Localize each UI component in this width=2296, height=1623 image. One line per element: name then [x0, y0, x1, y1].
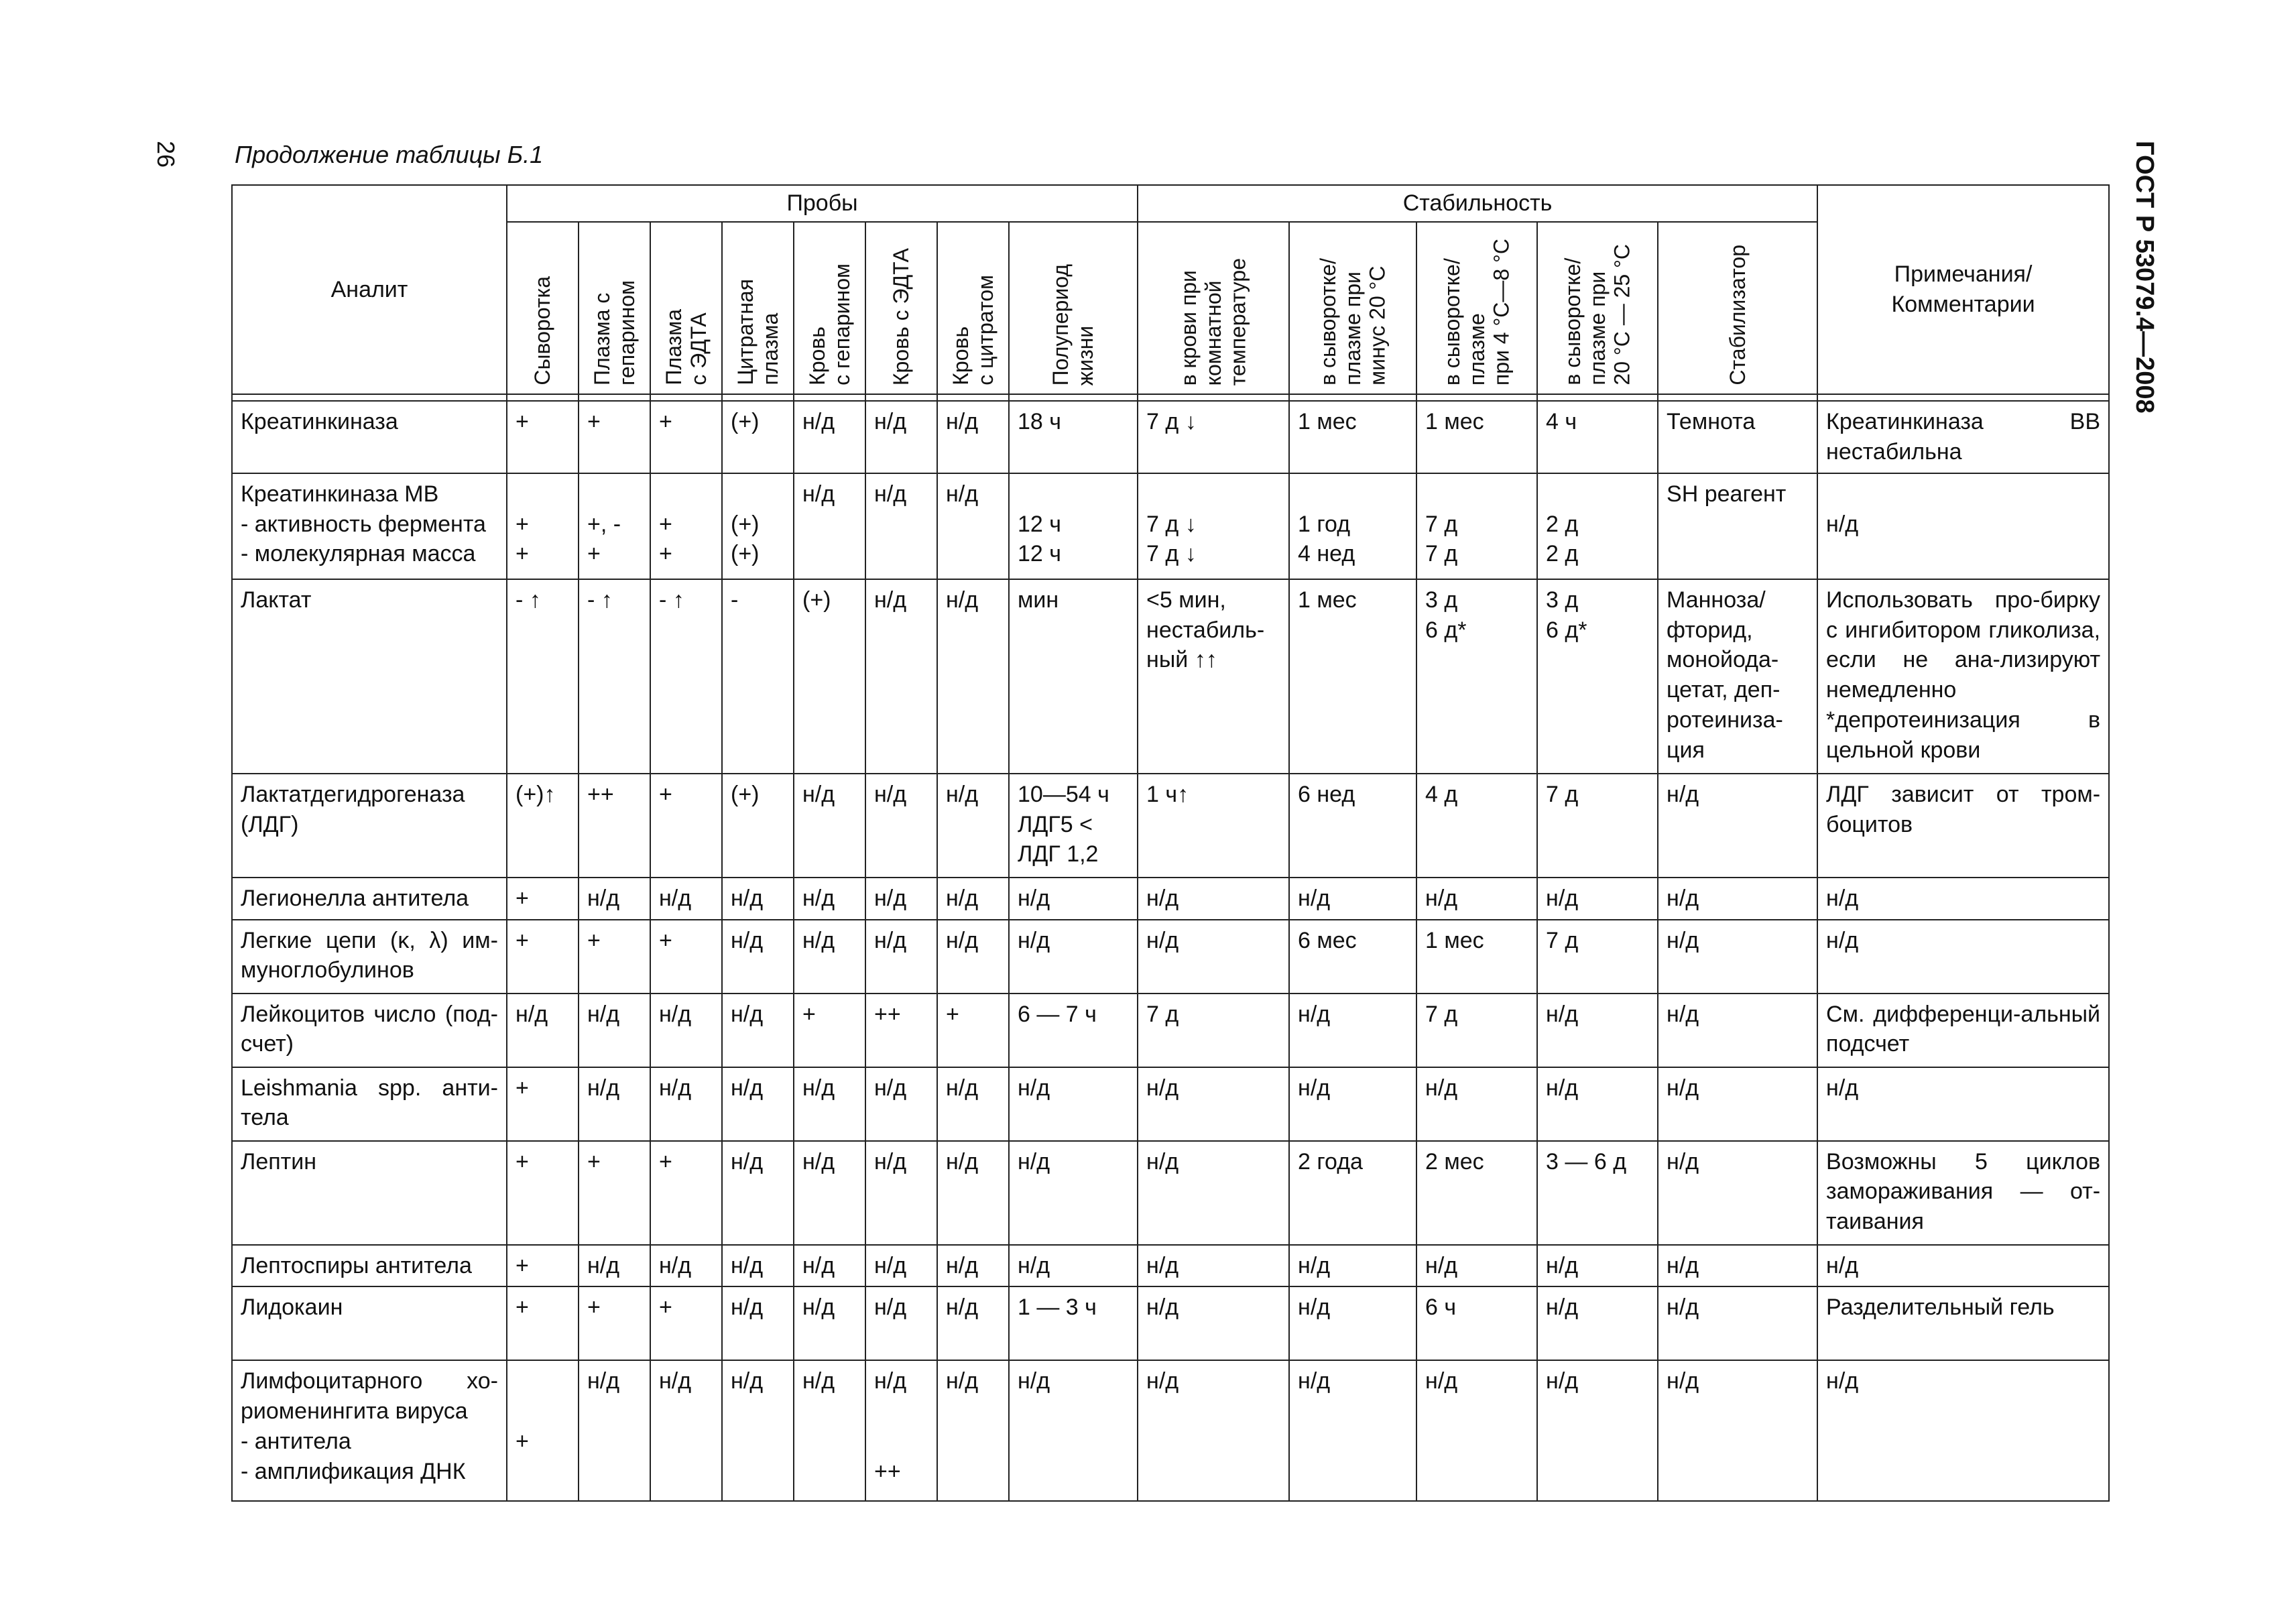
- table-cell: 6 ч: [1416, 1286, 1537, 1360]
- table-row: [232, 1067, 2109, 1141]
- table-row: [232, 878, 2109, 920]
- table-cell: +: [579, 920, 650, 994]
- table-cell: н/д: [1289, 994, 1416, 1067]
- table-cell: н/д: [794, 1286, 865, 1360]
- table-cell: +, - +: [579, 473, 650, 579]
- table-cell: SH реагент: [1658, 473, 1817, 579]
- table-cell: н/д: [579, 994, 650, 1067]
- table-cell: н/д: [1009, 920, 1138, 994]
- table-cell: н/д: [1289, 1286, 1416, 1360]
- data-table: [231, 184, 2110, 1502]
- table-cell: 18 ч: [1009, 401, 1138, 473]
- table-cell: н/д: [937, 1245, 1009, 1287]
- table-cell: н/д: [794, 878, 865, 920]
- analyte-cell: Лактат: [232, 579, 507, 774]
- table-cell: н/д: [794, 1360, 865, 1501]
- table-cell: +: [507, 1067, 579, 1141]
- table-cell: н/д: [1416, 1360, 1537, 1501]
- table-cell: н/д: [722, 878, 794, 920]
- analyte-cell: Креатинкиназа МВ - активность фермента - молекулярная масса: [232, 473, 507, 579]
- table-cell: н/д: [1537, 878, 1658, 920]
- notes-cell: н/д: [1817, 473, 2109, 579]
- table-cell: 7 д ↓: [1138, 401, 1289, 473]
- table-cell: мин: [1009, 579, 1138, 774]
- table-row: [232, 1141, 2109, 1245]
- table-cell: (+) (+): [722, 473, 794, 579]
- notes-cell: Креатинкиназа ВВ нестабильна: [1817, 401, 2109, 473]
- table-cell: н/д: [937, 473, 1009, 579]
- table-cell: +: [650, 920, 722, 994]
- table-cell: н/д: [1289, 1067, 1416, 1141]
- table-caption: Продолжение таблицы Б.1: [235, 141, 544, 168]
- table-cell: н/д: [865, 1245, 937, 1287]
- table-cell: н/д: [1416, 1245, 1537, 1287]
- table-cell: 1 — 3 ч: [1009, 1286, 1138, 1360]
- table-cell: н/д: [1138, 920, 1289, 994]
- standard-code: ГОСТ Р 53079.4—2008: [2130, 141, 2159, 414]
- table-cell: н/д: [1138, 1245, 1289, 1287]
- table-cell: н/д: [1009, 1067, 1138, 1141]
- table-cell: 6 мес: [1289, 920, 1416, 994]
- table-cell: н/д: [865, 878, 937, 920]
- analyte-cell: Легионелла антитела: [232, 878, 507, 920]
- table-cell: н/д: [650, 994, 722, 1067]
- table-row: [232, 1360, 2109, 1501]
- table-row: [232, 579, 2109, 774]
- notes-cell: н/д: [1817, 1360, 2109, 1501]
- table-cell: н/д: [1009, 1245, 1138, 1287]
- table-cell: +: [507, 920, 579, 994]
- table-cell: ++: [865, 994, 937, 1067]
- table-cell: +: [507, 878, 579, 920]
- table-cell: н/д: [1138, 1286, 1289, 1360]
- table-row: [232, 1245, 2109, 1287]
- header-half-life: Полупериод жизни: [1048, 263, 1098, 385]
- table-cell: н/д: [937, 878, 1009, 920]
- table-cell: н/д: [1009, 1141, 1138, 1245]
- table-cell: н/д: [1658, 1067, 1817, 1141]
- header-separator: [232, 394, 2109, 401]
- table-cell: н/д: [937, 401, 1009, 473]
- table-cell: н/д ++: [865, 1360, 937, 1501]
- table-cell: +: [650, 401, 722, 473]
- table-cell: н/д: [1289, 1245, 1416, 1287]
- table-cell: +: [507, 1286, 579, 1360]
- table-cell: 4 д: [1416, 774, 1537, 878]
- analyte-cell: Leishmania spp. анти-тела: [232, 1067, 507, 1141]
- table-cell: +: [579, 1141, 650, 1245]
- table-cell: н/д: [1537, 1245, 1658, 1287]
- table-cell: н/д: [794, 401, 865, 473]
- table-cell: 2 д 2 д: [1537, 473, 1658, 579]
- table-cell: н/д: [1537, 1286, 1658, 1360]
- header-stability: в сыворотке/ плазме при 4 °С—8 °С: [1439, 238, 1514, 385]
- table-row: [232, 473, 2109, 579]
- table-cell: н/д: [1138, 1141, 1289, 1245]
- table-row: [232, 401, 2109, 473]
- table-cell: 1 год 4 нед: [1289, 473, 1416, 579]
- table-cell: +: [650, 1286, 722, 1360]
- table-cell: н/д: [1289, 1360, 1416, 1501]
- table-cell: н/д: [722, 994, 794, 1067]
- table-cell: н/д: [937, 1286, 1009, 1360]
- table-cell: н/д: [865, 774, 937, 878]
- table-cell: н/д: [722, 1141, 794, 1245]
- header-sample: Кровь с гепарином: [804, 263, 854, 385]
- table-cell: 7 д: [1416, 994, 1537, 1067]
- table-row: [232, 920, 2109, 994]
- table-cell: - ↑: [650, 579, 722, 774]
- table-cell: н/д: [1138, 878, 1289, 920]
- table-cell: 6 — 7 ч: [1009, 994, 1138, 1067]
- header-stabilizer: Стабилизатор: [1725, 245, 1750, 385]
- header-sample: Кровь с ЭДТА: [889, 247, 914, 385]
- table-cell: н/д: [865, 920, 937, 994]
- table-cell: +: [507, 401, 579, 473]
- header-sample: Сыворотка: [530, 276, 555, 385]
- table-row: [232, 774, 2109, 878]
- table-cell: 10—54 ч ЛДГ5 < ЛДГ 1,2: [1009, 774, 1138, 878]
- notes-cell: ЛДГ зависит от тром-боцитов: [1817, 774, 2109, 878]
- table-cell: <5 мин, нестабиль-ный ↑↑: [1138, 579, 1289, 774]
- analyte-cell: Лептоспиры антитела: [232, 1245, 507, 1287]
- table-cell: н/д: [579, 878, 650, 920]
- table-cell: н/д: [1416, 878, 1537, 920]
- table-cell: +: [650, 1141, 722, 1245]
- table-cell: + +: [650, 473, 722, 579]
- table-cell: н/д: [794, 774, 865, 878]
- table-cell: н/д: [722, 1067, 794, 1141]
- table-cell: 7 д: [1138, 994, 1289, 1067]
- table-cell: н/д: [1537, 994, 1658, 1067]
- table-cell: н/д: [794, 1141, 865, 1245]
- table-cell: н/д: [1658, 994, 1817, 1067]
- table-cell: н/д: [1658, 920, 1817, 994]
- table-body: [232, 401, 2109, 1502]
- table-cell: (+): [722, 401, 794, 473]
- table-cell: 7 д: [1537, 920, 1658, 994]
- table-cell: - ↑: [579, 579, 650, 774]
- table-cell: н/д: [722, 920, 794, 994]
- table-cell: н/д: [1138, 1360, 1289, 1501]
- header-sample: Плазма с ЭДТА: [661, 309, 711, 385]
- table-cell: 7 д 7 д: [1416, 473, 1537, 579]
- table-cell: н/д: [937, 1360, 1009, 1501]
- table-cell: (+)↑: [507, 774, 579, 878]
- table-cell: (+): [794, 579, 865, 774]
- table-cell: +: [579, 1286, 650, 1360]
- notes-cell: Возможны 5 циклов замораживания — от-таивания: [1817, 1141, 2109, 1245]
- table-cell: н/д: [937, 920, 1009, 994]
- table-cell: н/д: [1658, 1141, 1817, 1245]
- table-cell: 2 года: [1289, 1141, 1416, 1245]
- table-row: [232, 994, 2109, 1067]
- header-sample: Цитратная плазма: [733, 279, 782, 385]
- table-cell: н/д: [865, 579, 937, 774]
- table-cell: 1 мес: [1289, 401, 1416, 473]
- table-row: [232, 1286, 2109, 1360]
- table-cell: н/д: [1658, 878, 1817, 920]
- table-cell: н/д: [1138, 1067, 1289, 1141]
- header-samples-group: Пробы: [507, 185, 1138, 222]
- table-cell: н/д: [794, 920, 865, 994]
- table-cell: ++: [579, 774, 650, 878]
- table-cell: 2 мес: [1416, 1141, 1537, 1245]
- header-sample: Плазма с гепарином: [589, 280, 639, 385]
- notes-cell: н/д: [1817, 878, 2109, 920]
- notes-cell: Использовать про-бирку с ингибитором гликолиза, если не ана-лизируют немедленно *депротеинизация в цельной крови: [1817, 579, 2109, 774]
- table-cell: + +: [507, 473, 579, 579]
- table-cell: 7 д: [1537, 774, 1658, 878]
- table-cell: н/д: [1537, 1360, 1658, 1501]
- table-cell: Манноза/ фторид, монойода-цетат, деп-ротеиниза-ция: [1658, 579, 1817, 774]
- table-cell: н/д: [937, 1067, 1009, 1141]
- notes-cell: См. дифференци-альный подсчет: [1817, 994, 2109, 1067]
- table-cell: н/д: [579, 1360, 650, 1501]
- table-cell: н/д: [865, 401, 937, 473]
- analyte-cell: Лактатдегидрогеназа (ЛДГ): [232, 774, 507, 878]
- table-cell: н/д: [722, 1245, 794, 1287]
- analyte-cell: Лидокаин: [232, 1286, 507, 1360]
- table-cell: н/д: [1537, 1067, 1658, 1141]
- table-cell: 1 мес: [1289, 579, 1416, 774]
- notes-cell: Разделительный гель: [1817, 1286, 2109, 1360]
- header-stability: в крови при комнатной температуре: [1176, 257, 1250, 385]
- page-number: 26: [152, 141, 180, 168]
- table-cell: н/д: [794, 1245, 865, 1287]
- header-notes: Примечания/ Комментарии: [1817, 185, 2109, 394]
- table-cell: +: [507, 1141, 579, 1245]
- table-cell: +: [794, 994, 865, 1067]
- table-cell: н/д: [650, 1245, 722, 1287]
- table-cell: 12 ч 12 ч: [1009, 473, 1138, 579]
- table-cell: н/д: [1416, 1067, 1537, 1141]
- table-cell: +: [579, 401, 650, 473]
- table-cell: н/д: [794, 1067, 865, 1141]
- notes-cell: н/д: [1817, 1245, 2109, 1287]
- table-cell: н/д: [650, 878, 722, 920]
- table-cell: н/д: [650, 1360, 722, 1501]
- table-cell: н/д: [937, 774, 1009, 878]
- table-cell: 3 — 6 д: [1537, 1141, 1658, 1245]
- table-cell: 1 мес: [1416, 401, 1537, 473]
- table-cell: н/д: [579, 1245, 650, 1287]
- header-sample: Кровь с цитратом: [948, 275, 998, 385]
- table-cell: н/д: [865, 473, 937, 579]
- table-cell: н/д: [937, 579, 1009, 774]
- table-cell: н/д: [1658, 1286, 1817, 1360]
- table-cell: 3 д 6 д*: [1537, 579, 1658, 774]
- table-cell: н/д: [507, 994, 579, 1067]
- table-cell: 4 ч: [1537, 401, 1658, 473]
- table-cell: н/д: [865, 1067, 937, 1141]
- analyte-cell: Лимфоцитарного хо-риоменингита вируса - антитела - амплификация ДНК: [232, 1360, 507, 1501]
- table-cell: +: [937, 994, 1009, 1067]
- table-cell: +: [507, 1245, 579, 1287]
- header-analyte: Аналит: [232, 185, 507, 394]
- header-stability-group: Стабильность: [1138, 185, 1817, 222]
- table-cell: н/д: [650, 1067, 722, 1141]
- analyte-cell: Лейкоцитов число (под-счет): [232, 994, 507, 1067]
- table-cell: н/д: [722, 1286, 794, 1360]
- table-cell: 7 д ↓ 7 д ↓: [1138, 473, 1289, 579]
- table-cell: н/д: [1658, 1245, 1817, 1287]
- table-cell: н/д: [937, 1141, 1009, 1245]
- header-stability: в сыворотке/ плазме при минус 20 °С: [1315, 257, 1390, 385]
- table-cell: +: [650, 774, 722, 878]
- table-cell: н/д: [579, 1067, 650, 1141]
- table-cell: 3 д 6 д*: [1416, 579, 1537, 774]
- notes-cell: н/д: [1817, 1067, 2109, 1141]
- table-cell: н/д: [865, 1141, 937, 1245]
- analyte-cell: Лептин: [232, 1141, 507, 1245]
- table-cell: 1 ч↑: [1138, 774, 1289, 878]
- table-cell: +: [507, 1360, 579, 1501]
- table-cell: 6 нед: [1289, 774, 1416, 878]
- table-cell: - ↑: [507, 579, 579, 774]
- table-cell: н/д: [794, 473, 865, 579]
- table-cell: н/д: [722, 1360, 794, 1501]
- analyte-cell: Легкие цепи (κ, λ) им-муноглобулинов: [232, 920, 507, 994]
- table-cell: н/д: [1658, 774, 1817, 878]
- table-cell: н/д: [865, 1286, 937, 1360]
- table-cell: н/д: [1009, 1360, 1138, 1501]
- notes-cell: н/д: [1817, 920, 2109, 994]
- table-cell: н/д: [1658, 1360, 1817, 1501]
- table-cell: Темнота: [1658, 401, 1817, 473]
- table-cell: н/д: [1009, 878, 1138, 920]
- table-cell: -: [722, 579, 794, 774]
- table-cell: 1 мес: [1416, 920, 1537, 994]
- header-stability: в сыворотке/ плазме при 20 °С — 25 °С: [1560, 244, 1634, 385]
- table-cell: (+): [722, 774, 794, 878]
- table-cell: н/д: [1289, 878, 1416, 920]
- analyte-cell: Креатинкиназа: [232, 401, 507, 473]
